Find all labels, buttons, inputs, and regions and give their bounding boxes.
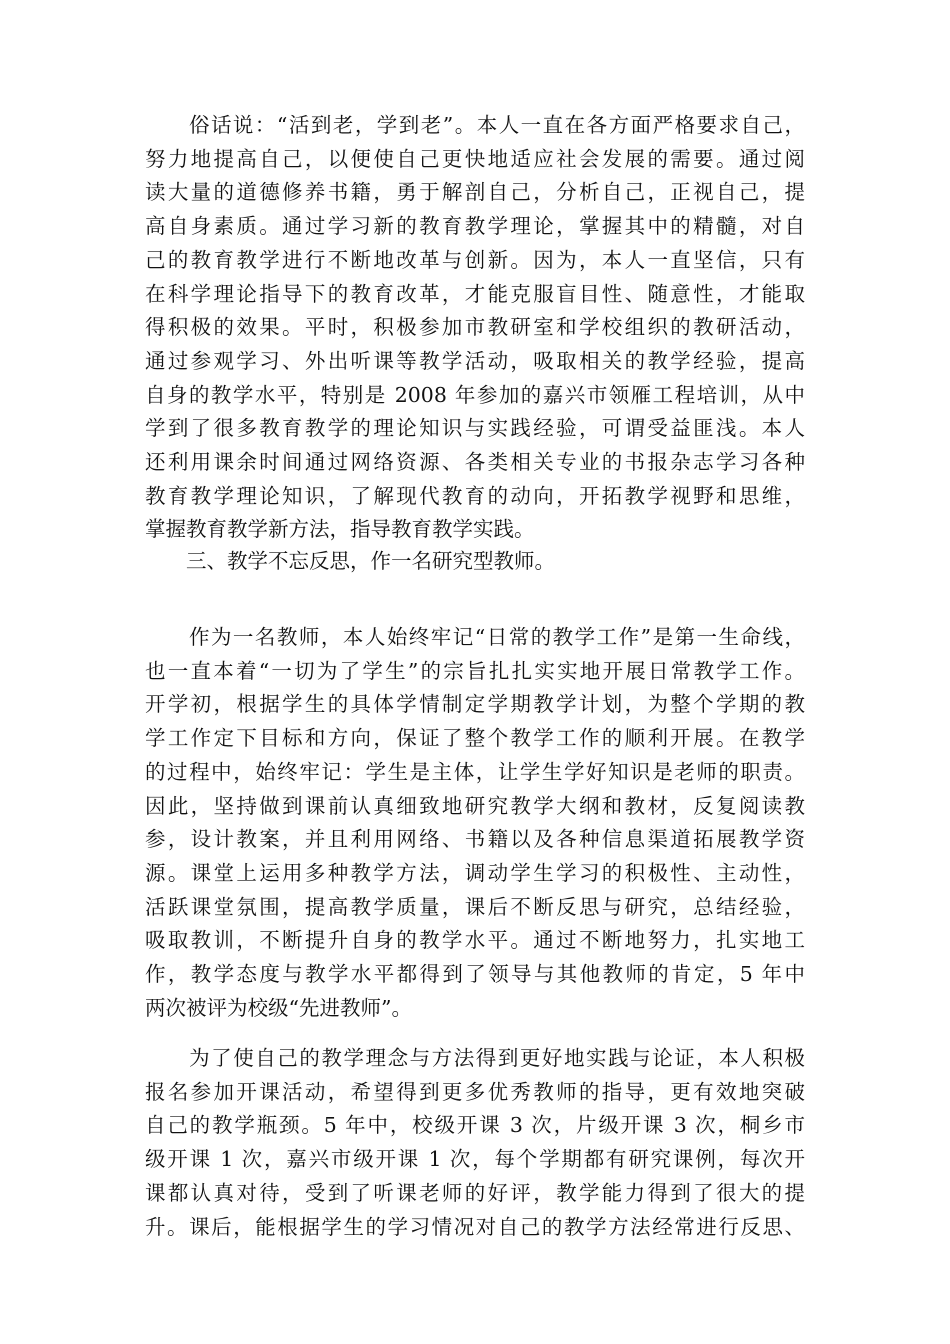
text-line: 开学初，根据学生的具体学情制定学期教学计划，为整个学期的教 bbox=[145, 692, 805, 717]
text-line: 级开课 1 次，嘉兴市级开课 1 次，每个学期都有研究课例，每次开 bbox=[145, 1147, 805, 1172]
text-line: 自身的教学水平，特别是 2008 年参加的嘉兴市领雁工程培训，从中 bbox=[145, 382, 805, 407]
text-line: 在科学理论指导下的教育改革，才能克服盲目性、随意性，才能取 bbox=[145, 281, 805, 306]
text-line: 升。课后，能根据学生的学习情况对自己的教学方法经常进行反思、 bbox=[145, 1214, 805, 1239]
text-line: 源。课堂上运用多种教学方法，调动学生学习的积极性、主动性， bbox=[145, 860, 805, 885]
paragraph-daily-teaching bbox=[145, 621, 805, 1025]
text-line: 课都认真对待，受到了听课老师的好评，教学能力得到了很大的提 bbox=[145, 1180, 805, 1205]
text-line: 自己的教学瓶颈。5 年中，校级开课 3 次，片级开课 3 次，桐乡市 bbox=[145, 1113, 805, 1138]
text-line: 活跃课堂氛围，提高教学质量，课后不断反思与研究，总结经验， bbox=[145, 894, 805, 919]
text-line: 掌握教育教学新方法，指导教育教学实践。 bbox=[145, 517, 535, 542]
text-line: 学到了很多教育教学的理论知识与实践经验，可谓受益匪浅。本人 bbox=[145, 416, 805, 441]
text-line: 学工作定下目标和方向，保证了整个教学工作的顺利开展。在教学 bbox=[145, 726, 805, 751]
text-line: 因此，坚持做到课前认真细致地研究教学大纲和教材，反复阅读教 bbox=[145, 793, 805, 818]
text-line: 参，设计教案，并且利用网络、书籍以及各种信息渠道拓展教学资 bbox=[145, 827, 805, 852]
text-line: 两次被评为校级“先进教师”。 bbox=[145, 995, 412, 1020]
text-line: 也一直本着“一切为了学生”的宗旨扎扎实实地开展日常教学工作。 bbox=[145, 658, 805, 683]
paragraph-lifelong-learning bbox=[145, 109, 805, 547]
text-line: 通过参观学习、外出听课等教学活动，吸取相关的教学经验，提高 bbox=[145, 348, 805, 373]
text-line: 报名参加开课活动，希望得到更多优秀教师的指导，更有效地突破 bbox=[145, 1079, 805, 1104]
text-line: 读大量的道德修养书籍，勇于解剖自己，分析自己，正视自己，提 bbox=[145, 180, 805, 205]
heading-text: 三、教学不忘反思，作一名研究型教师。 bbox=[145, 549, 555, 573]
text-line: 教育教学理论知识，了解现代教育的动向，开拓教学视野和思维， bbox=[145, 483, 805, 508]
text-line: 努力地提高自己，以便使自己更快地适应社会发展的需要。通过阅 bbox=[145, 146, 805, 171]
section-heading-reflection bbox=[145, 545, 805, 579]
text-line: 高自身素质。通过学习新的教育教学理论，掌握其中的精髓，对自 bbox=[145, 214, 805, 239]
text-line: 吸取教训，不断提升自身的教学水平。通过不断地努力，扎实地工 bbox=[145, 928, 805, 953]
text-line: 还利用课余时间通过网络资源、各类相关专业的书报杂志学习各种 bbox=[145, 450, 805, 475]
text-line: 俗话说：“活到老，学到老”。本人一直在各方面严格要求自己， bbox=[145, 113, 805, 137]
text-line: 为了使自己的教学理念与方法得到更好地实践与论证，本人积极 bbox=[145, 1046, 805, 1070]
text-line: 得积极的效果。平时，积极参加市教研室和学校组织的教研活动， bbox=[145, 315, 805, 340]
text-line: 作，教学态度与教学水平都得到了领导与其他教师的肯定，5 年中 bbox=[145, 962, 805, 987]
text-line: 的过程中，始终牢记：学生是主体，让学生学好知识是老师的职责。 bbox=[145, 759, 805, 784]
text-line: 作为一名教师，本人始终牢记“日常的教学工作”是第一生命线， bbox=[145, 625, 805, 649]
paragraph-open-classes bbox=[145, 1042, 805, 1244]
text-line: 己的教育教学进行不断地改革与创新。因为，本人一直坚信，只有 bbox=[145, 247, 805, 272]
